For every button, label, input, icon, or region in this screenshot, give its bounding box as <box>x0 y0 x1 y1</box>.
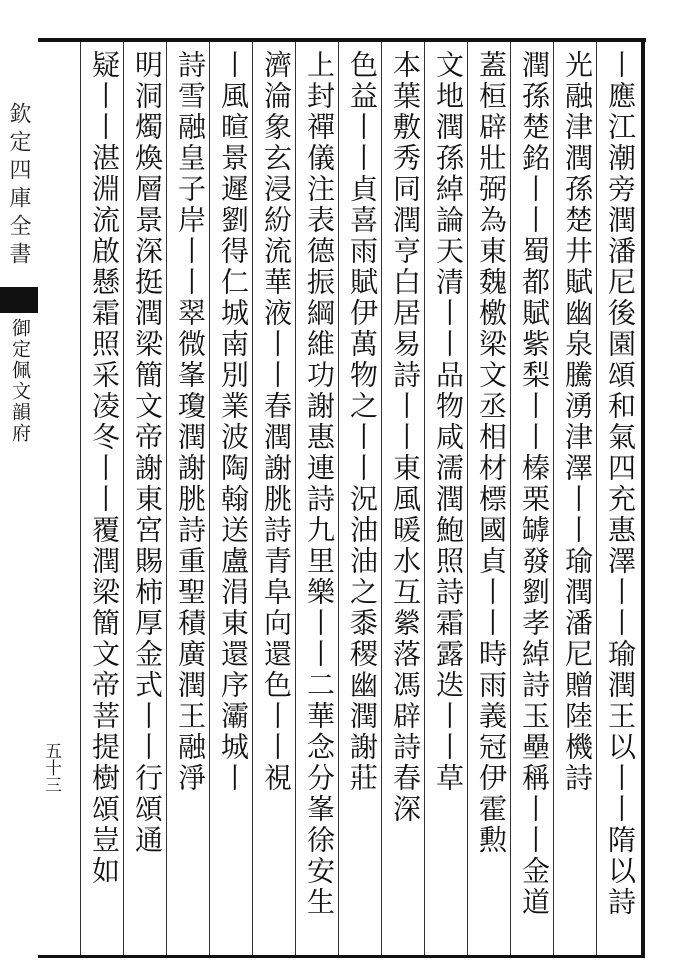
text-column-7: 色益丨丨貞喜雨賦伊萬物之丨丨況油油之黍稷幽潤謝莊 <box>346 50 379 794</box>
book-title: 御定佩文韻府 <box>9 318 31 444</box>
text-column-6: 本葉敷秀同潤亨白居易詩丨丨東風暖水互縈落馮辟詩春深 <box>389 50 422 825</box>
text-column-5: 文地潤孫綽論天清丨丨品物咸濡潤鮑照詩霜露迭丨丨草 <box>432 50 465 794</box>
text-column-8: 上封禪儀注表德振綱維功謝惠連詩九里樂丨丨二華念分峯徐安生 <box>303 50 336 918</box>
text-column-1: 丨應江潮旁潤潘尼後園頌和氣四充惠澤丨丨瑜潤王以丨丨隋以詩 <box>604 50 637 918</box>
text-column-11: 詩雪融皇子岸丨丨翠微峯瓊潤謝朓詩重聖積廣潤王融淨 <box>174 50 207 794</box>
fishtail-band <box>0 287 38 313</box>
text-column-13: 疑丨丨湛淵流啟懸霜照采凌冬丨丨覆潤梁簡文帝菩提樹頌豈如 <box>88 50 121 887</box>
frame-top-border <box>38 38 646 42</box>
text-column-9: 濟淪象玄浸紛流華液丨丨春潤謝朓詩青阜向還色丨丨視 <box>260 50 293 794</box>
frame-bottom-border <box>38 955 645 958</box>
column-rule <box>80 42 81 955</box>
text-column-3: 潤孫楚銘丨丨蜀都賦紫梨丨丨榛栗罅發劉孝綽詩玉壘稱丨丨金道 <box>518 50 551 918</box>
margin-strip <box>0 42 38 955</box>
text-column-12: 明洞燭煥層景深挺潤梁簡文帝謝東宮賜柿厚金式丨丨行頌通 <box>131 50 164 856</box>
page-number: 五十三 <box>41 742 61 793</box>
section-heading: 欽定四庫全書 <box>6 102 31 270</box>
text-column-10: 丨風暄景遲劉得仁城南別業波陶翰送盧涓東還序灞城丨 <box>217 50 250 794</box>
text-column-4: 蓋桓辟壯弼為東魏檄梁文丞相材標國貞丨丨時雨義冠伊霍勲 <box>475 50 508 856</box>
text-column-2: 光融津潤孫楚井賦幽泉騰湧津澤丨丨瑜潤潘尼贈陸機詩 <box>561 50 594 794</box>
frame-right-border <box>641 38 645 958</box>
